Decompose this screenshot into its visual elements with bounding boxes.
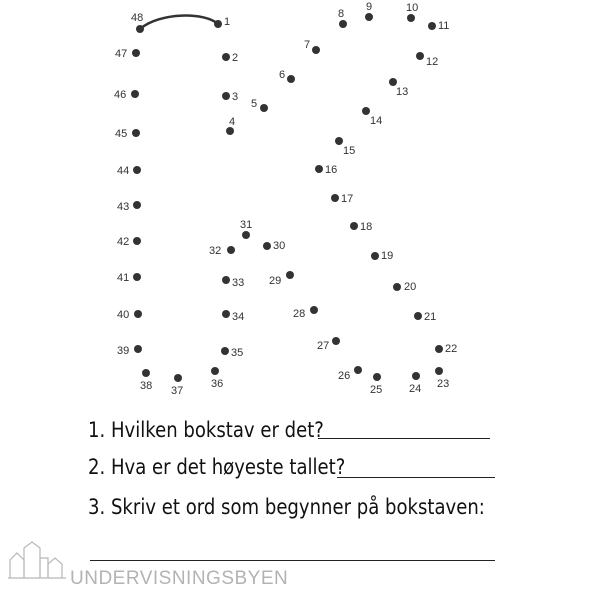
dot-label-31: 31 <box>240 219 253 231</box>
dot-34 <box>222 310 230 318</box>
dot-label-46: 46 <box>114 89 127 101</box>
brand-name: UNDERVISNINGSBYEN <box>70 568 289 589</box>
dot-45 <box>132 129 140 137</box>
dot-1 <box>214 20 222 28</box>
dot-35 <box>221 347 229 355</box>
dot-label-1: 1 <box>224 16 231 28</box>
dot-label-7: 7 <box>304 39 311 51</box>
dot-42 <box>133 237 141 245</box>
dot-label-35: 35 <box>231 347 244 359</box>
dot-26 <box>354 366 362 374</box>
dot-4 <box>226 127 234 135</box>
dot-6 <box>287 75 295 83</box>
dot-label-40: 40 <box>117 309 130 321</box>
dot-15 <box>335 137 343 145</box>
dot-label-34: 34 <box>232 311 245 323</box>
dot-46 <box>131 90 139 98</box>
question-3: 3. Skriv et ord som begynner på bokstaven: <box>88 495 485 519</box>
dot-label-37: 37 <box>171 385 184 397</box>
dot-2 <box>222 53 230 61</box>
dot-label-32: 32 <box>209 245 222 257</box>
city-skyline-logo-icon <box>8 538 68 583</box>
dot-39 <box>134 345 142 353</box>
dot-43 <box>133 201 141 209</box>
dot-label-6: 6 <box>279 69 286 81</box>
dot-label-4: 4 <box>229 116 236 128</box>
dot-22 <box>435 345 443 353</box>
dot-label-16: 16 <box>325 164 338 176</box>
dot-label-19: 19 <box>381 250 394 262</box>
dot-40 <box>134 310 142 318</box>
question-1: 1. Hvilken bokstav er det? <box>88 418 324 442</box>
dot-37 <box>174 374 182 382</box>
dot-27 <box>332 337 340 345</box>
dot-label-23: 23 <box>437 378 450 390</box>
dot-label-3: 3 <box>232 91 239 103</box>
dot-5 <box>260 104 268 112</box>
question-2: 2. Hva er det høyeste tallet? <box>88 455 346 479</box>
dot-label-45: 45 <box>115 128 128 140</box>
dot-38 <box>142 369 150 377</box>
dot-label-27: 27 <box>317 340 330 352</box>
dot-23 <box>435 367 443 375</box>
dot-33 <box>222 276 230 284</box>
dot-12 <box>416 52 424 60</box>
dot-label-12: 12 <box>426 56 439 68</box>
dot-label-43: 43 <box>117 201 130 213</box>
dot-label-22: 22 <box>445 343 458 355</box>
dot-18 <box>350 222 358 230</box>
dot-label-36: 36 <box>211 378 224 390</box>
dot-48 <box>136 25 144 33</box>
dot-label-10: 10 <box>406 2 419 14</box>
dot-label-15: 15 <box>343 145 356 157</box>
dot-11 <box>428 22 436 30</box>
dot-label-29: 29 <box>269 275 282 287</box>
dot-label-8: 8 <box>338 8 345 20</box>
dot-44 <box>133 166 141 174</box>
dot-16 <box>315 165 323 173</box>
dot-label-42: 42 <box>117 236 130 248</box>
dot-9 <box>365 13 373 21</box>
dot-label-21: 21 <box>424 311 437 323</box>
dot-19 <box>371 252 379 260</box>
dot-label-28: 28 <box>293 308 306 320</box>
dot-36 <box>211 367 219 375</box>
dot-24 <box>412 372 420 380</box>
dot-25 <box>373 373 381 381</box>
answer-line-1[interactable] <box>318 438 490 439</box>
dot-label-13: 13 <box>396 86 409 98</box>
dot-14 <box>362 107 370 115</box>
dot-label-30: 30 <box>273 240 286 252</box>
dot-20 <box>393 283 401 291</box>
dot-label-44: 44 <box>117 165 130 177</box>
dot-label-25: 25 <box>370 384 383 396</box>
dot-10 <box>407 14 415 22</box>
dot-41 <box>133 273 141 281</box>
dot-label-38: 38 <box>140 380 153 392</box>
dot-label-26: 26 <box>338 370 351 382</box>
dot-17 <box>331 194 339 202</box>
dot-label-48: 48 <box>131 12 144 24</box>
answer-line-3[interactable] <box>90 560 495 561</box>
dot-label-9: 9 <box>366 1 373 13</box>
dot-label-17: 17 <box>341 193 354 205</box>
dot-label-41: 41 <box>117 272 130 284</box>
dot-label-24: 24 <box>409 383 422 395</box>
dot-3 <box>222 92 230 100</box>
dot-31 <box>242 231 250 239</box>
dot-label-20: 20 <box>404 281 417 293</box>
dot-13 <box>389 78 397 86</box>
dot-label-14: 14 <box>370 115 383 127</box>
dot-label-39: 39 <box>117 345 130 357</box>
dot-label-18: 18 <box>360 221 373 233</box>
dot-21 <box>414 312 422 320</box>
dot-30 <box>263 242 271 250</box>
dot-label-11: 11 <box>438 20 450 32</box>
dot-8 <box>339 20 347 28</box>
dot-32 <box>227 246 235 254</box>
dot-label-5: 5 <box>251 98 258 110</box>
dot-label-2: 2 <box>232 52 239 64</box>
dot-47 <box>132 49 140 57</box>
dot-label-33: 33 <box>232 277 245 289</box>
dot-29 <box>286 271 294 279</box>
dot-7 <box>312 46 320 54</box>
dot-label-47: 47 <box>115 48 128 60</box>
answer-line-2[interactable] <box>337 477 495 478</box>
dot-28 <box>310 306 318 314</box>
connecting-line <box>140 16 218 29</box>
